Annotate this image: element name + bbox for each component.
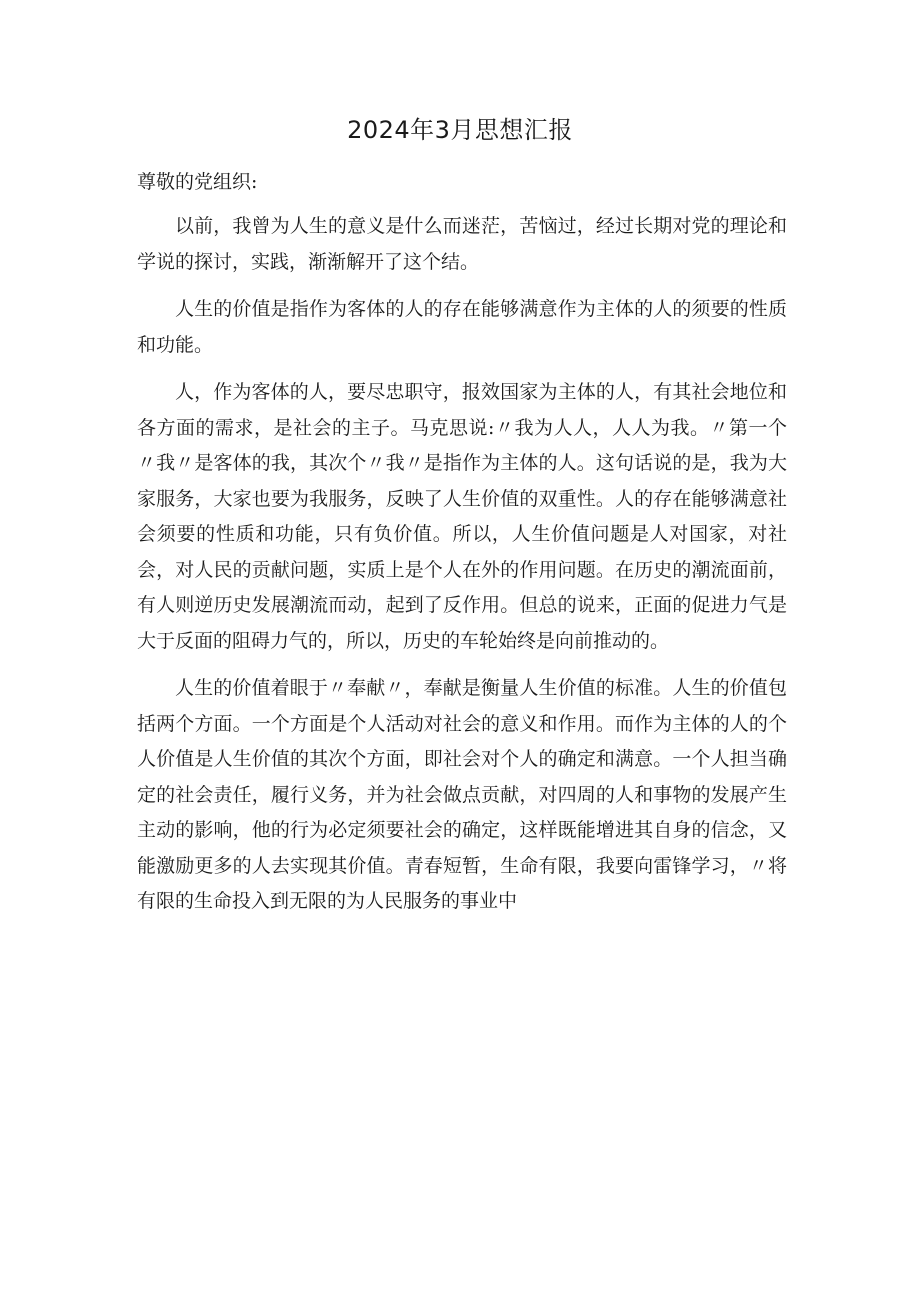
paragraph-2: 人生的价值是指作为客体的人的存在能够满意作为主体的人的须要的性质和功能。 [137, 298, 787, 356]
document-body [137, 209, 787, 932]
document-title: 2024年3月思想汇报 [347, 116, 573, 144]
paragraph-3: 人，作为客体的人，要尽忠职守，报效国家为主体的人，有其社会地位和各方面的需求，是社会的主子。马克思说:〃我为人人，人人为我。〃第一个〃我〃是客体的我，其次个〃我〃是指作为主体的人。这句话说的是，我为大家服务，大家也要为我服务，反映了人生价值的双重性。人的存在能够满意社会须要的性质和功能，只有负价值。所以，人生价值问题是人对国家，对社会，对人民的贡献问题，实质上是个人在外的作用问题。在历史的潮流面前，有人则逆历史发展潮流而动，起到了反作用。但总的说来，正面的促进力气是大于反面的阻碍力气的，所以，历史的车轮始终是向前推动的。 [137, 381, 787, 652]
paragraph-4: 人生的价值着眼于〃奉献〃，奉献是衡量人生价值的标准。人生的价值包括两个方面。一个方面是个人活动对社会的意义和作用。而作为主体的人的个人价值是人生价值的其次个方面，即社会对个人的确定和满意。一个人担当确定的社会责任，履行义务，并为社会做点贡献，对四周的人和事物的发展产生主动的影响，他的行为必定须要社会的确定，这样既能增进其自身的信念，又能激励更多的人去实现其价值。青春短暂，生命有限，我要向雷锋学习，〃将有限的生命投入到无限的为人民服务的事业中 [137, 677, 787, 912]
paragraph-1: 以前，我曾为人生的意义是什么而迷茫，苦恼过，经过长期对党的理论和学说的探讨，实践，渐渐解开了这个结。 [137, 215, 787, 273]
salutation: 尊敬的党组织: [137, 171, 258, 193]
